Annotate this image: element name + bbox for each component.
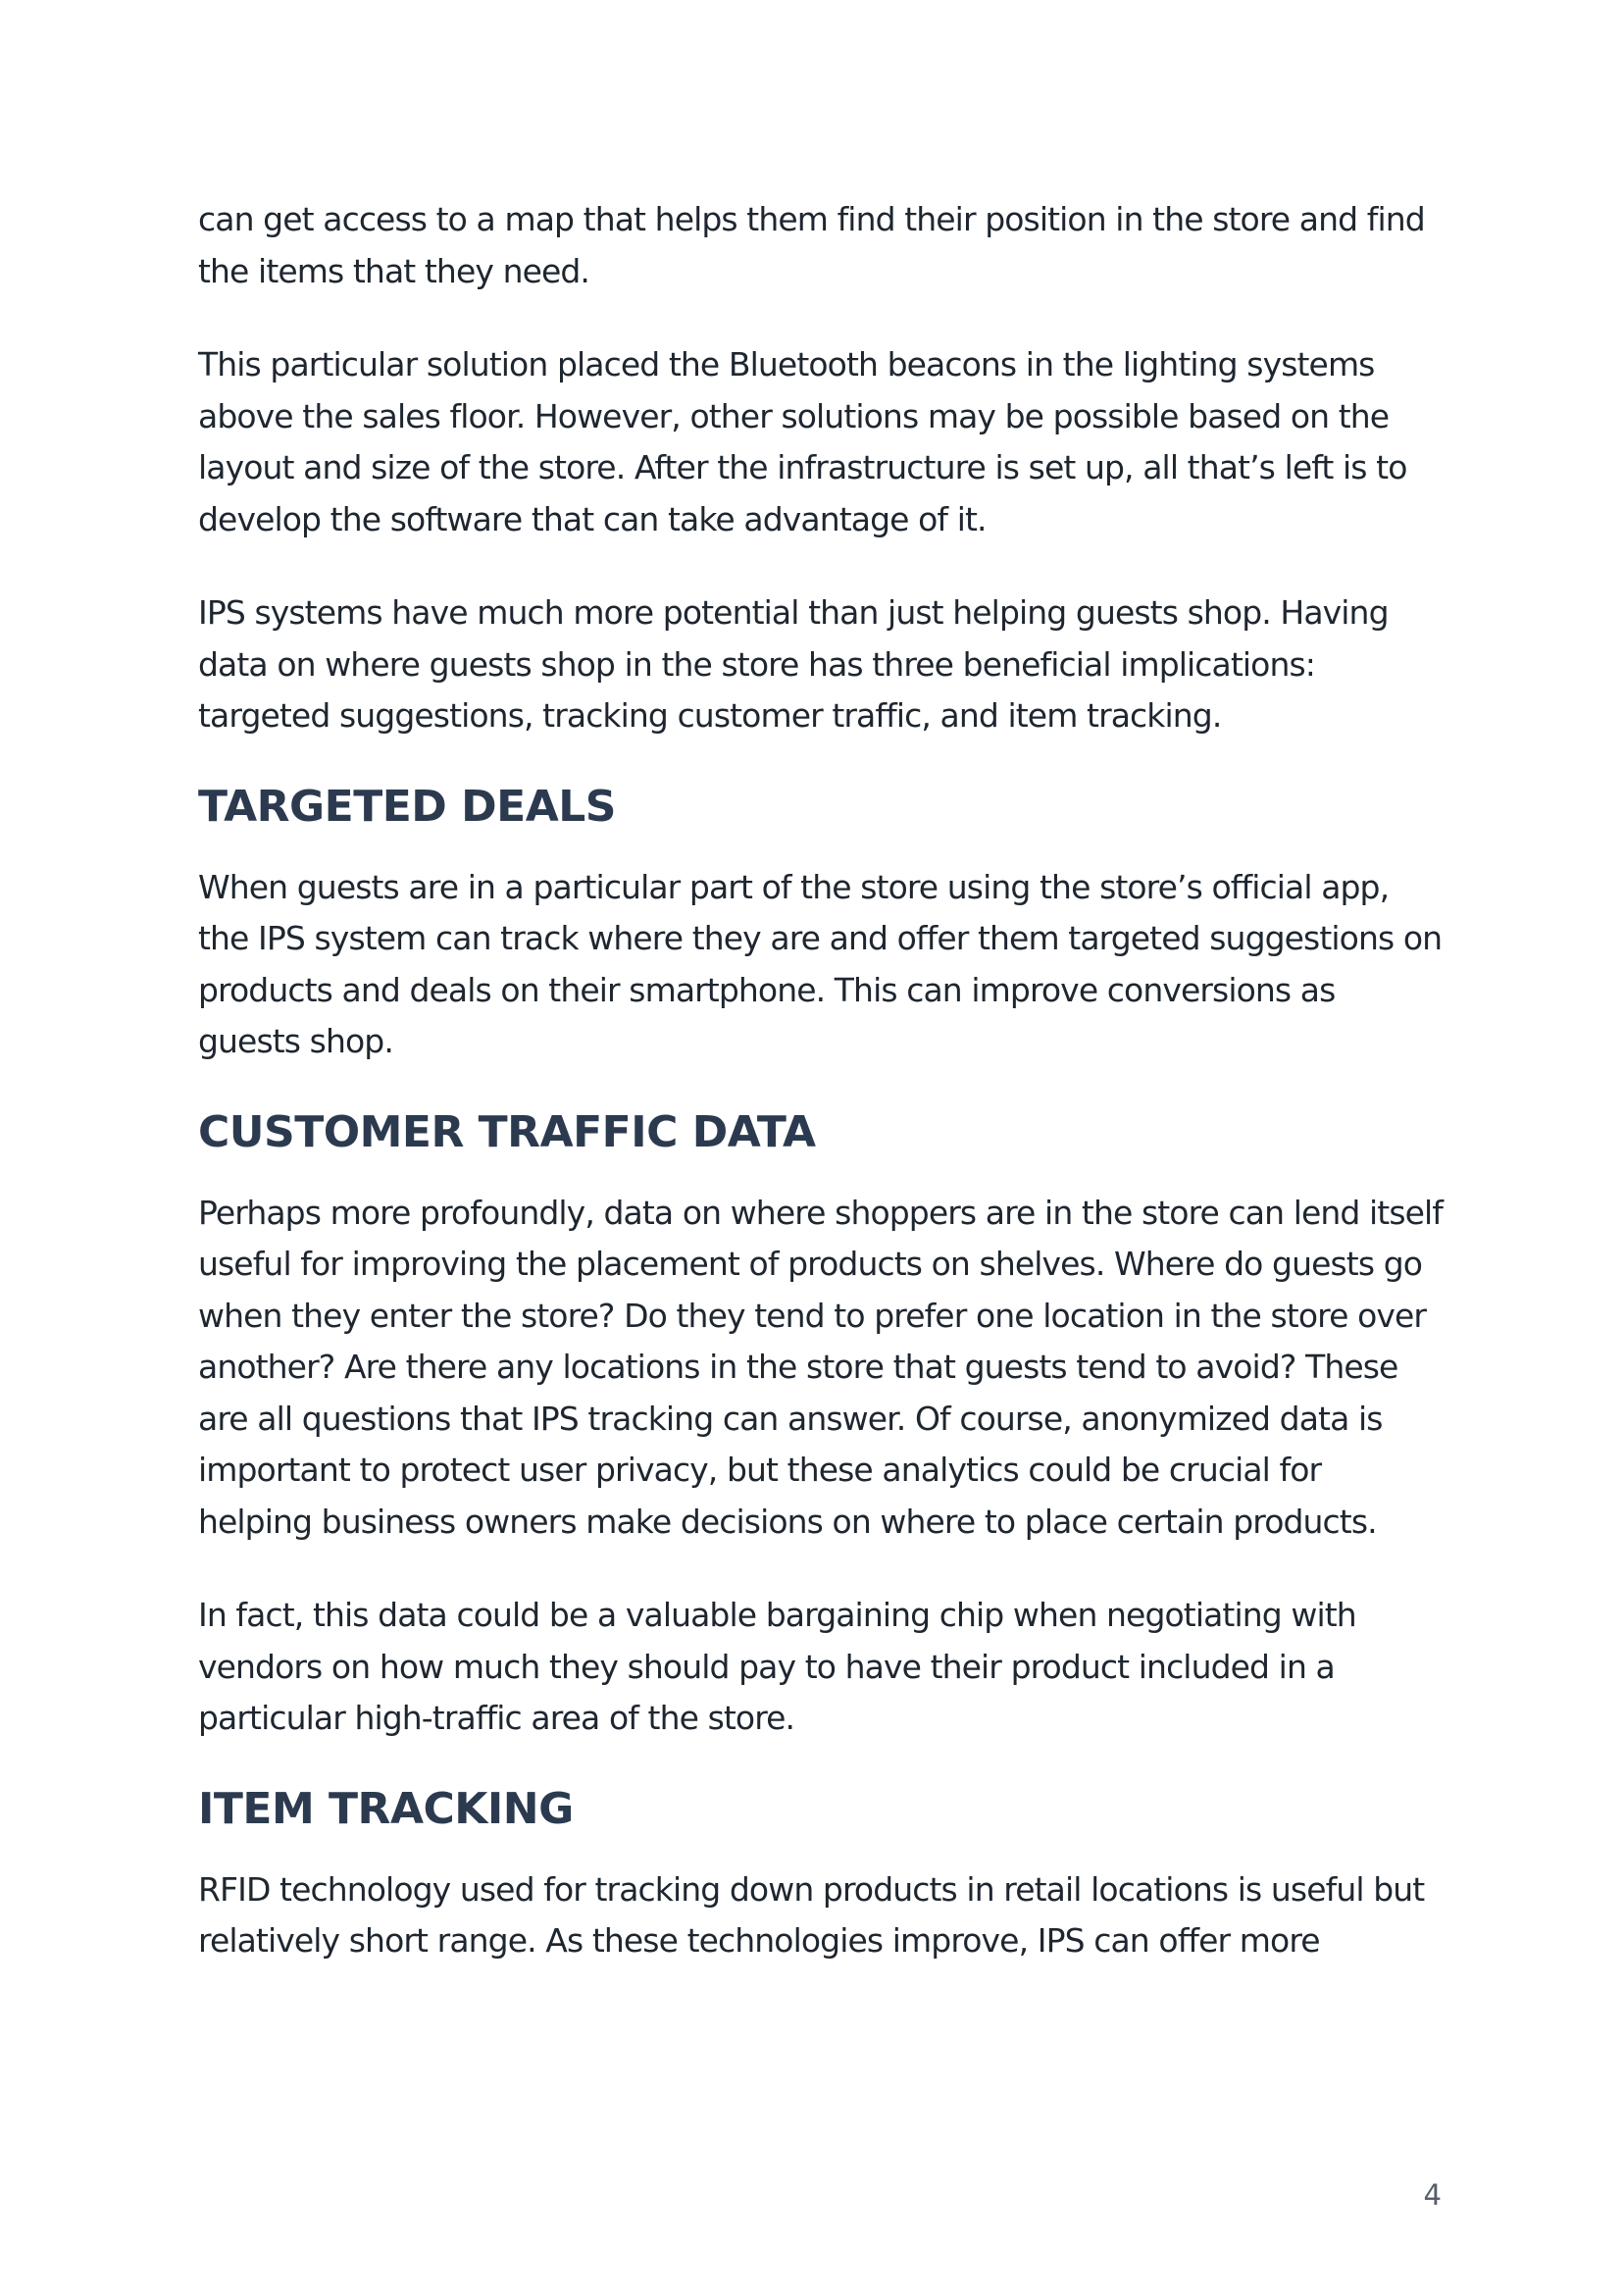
- paragraph-targeted-deals: When guests are in a particular part of the store using the store’s official app, the IPS system can track where they are and offer them targeted suggestions on products and deals on their smartphone. This can improve conversions as guests shop.: [198, 867, 1443, 1060]
- heading-item-tracking: ITEM TRACKING: [198, 1783, 574, 1834]
- paragraph-bluetooth-beacons: This particular solution placed the Bluetooth beacons in the lighting systems above the sales floor. However, other solutions may be possible based on the layout and size of the store. After the infrastructure is set up, all that’s left is to develop the software that can take advantage of it.: [198, 345, 1407, 538]
- heading-customer-traffic-data: CUSTOMER TRAFFIC DATA: [198, 1106, 816, 1157]
- page-number: 4: [1423, 2178, 1442, 2212]
- paragraph-customer-traffic: Perhaps more profoundly, data on where shoppers are in the store can lend itself useful for improving the placement of products on shelves. Where do guests go when they enter the store? Do they tend to prefer one location in the store over another? Are there any locations in the store that guests tend to avoid? These are all questions that IPS tracking can answer. Of course, anonymized data is important to protect user privacy, but these analytics could be crucial for helping business owners make decisions on where to place certain products.: [198, 1193, 1444, 1541]
- paragraph-item-tracking: RFID technology used for tracking down products in retail locations is useful but relatively short range. As these technologies improve, IPS can offer more: [198, 1869, 1425, 1960]
- heading-targeted-deals: TARGETED DEALS: [198, 781, 616, 832]
- paragraph-bargaining-chip: In fact, this data could be a valuable bargaining chip when negotiating with vendors on how much they should pay to have their product included in a particular high-traffic area of the store.: [198, 1596, 1356, 1737]
- paragraph-ips-potential: IPS systems have much more potential than just helping guests shop. Having data on where guests shop in the store has three beneficial implications: targeted suggestions, tracking customer traffic, and item tracking.: [198, 593, 1389, 735]
- document-page: [198, 194, 1444, 1967]
- paragraph-map-access: can get access to a map that helps them find their position in the store and find the items that they need.: [198, 200, 1425, 290]
